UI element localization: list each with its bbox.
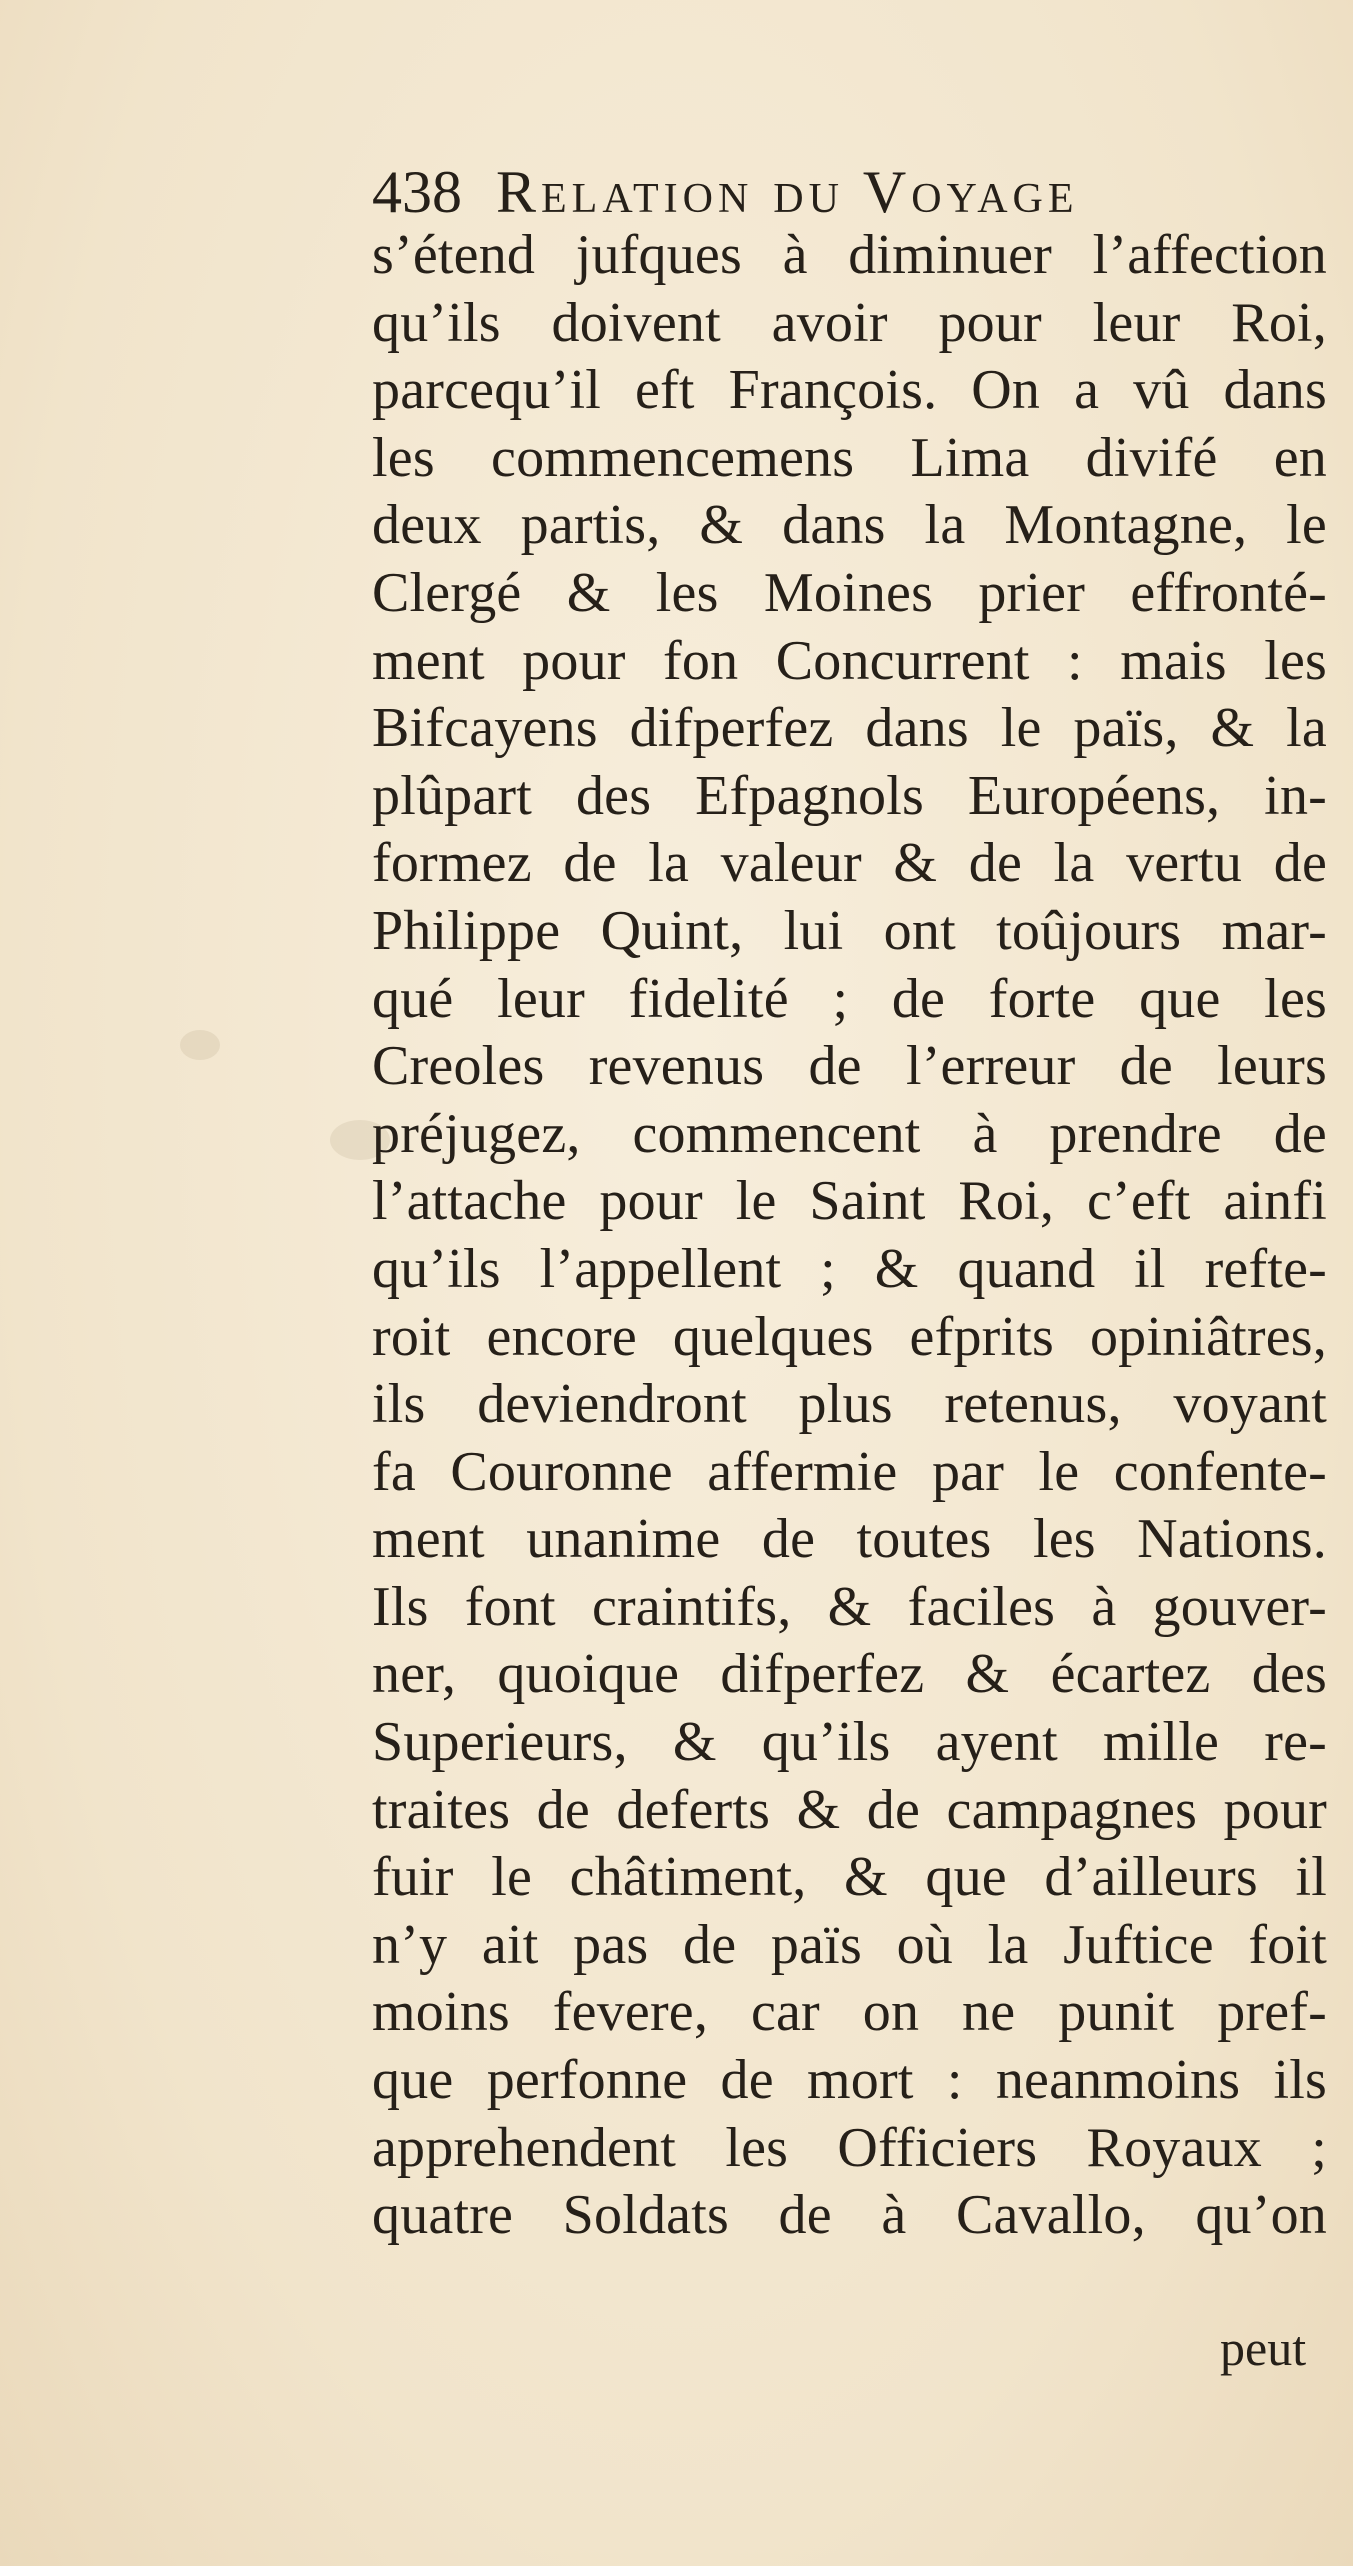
text-line: s’étend jufques à diminuer l’affection (372, 224, 1327, 286)
text-line: préjugez, commencent à prendre de (372, 1102, 1327, 1165)
text-line: Philippe Quint, lui ont toûjours mar- (372, 899, 1327, 962)
text-line: n’y ait pas de païs où la Juftice foit (372, 1913, 1327, 1976)
text-line: qu’ils l’appellent ; & quand il refte- (372, 1237, 1327, 1300)
text-line: l’attache pour le Saint Roi, c’eft ainfi (372, 1170, 1327, 1233)
text-line: Bifcayens difperfez dans le païs, & la (372, 697, 1327, 760)
running-title: Relation du Voyage (496, 159, 1079, 225)
text-line: apprehendent les Officiers Royaux ; (372, 2116, 1327, 2179)
text-line: ment pour fon Concurrent : mais les (372, 629, 1327, 692)
text-line: parcequ’il eft François. On a vû dans (372, 359, 1327, 422)
text-line: plûpart des Efpagnols Européens, in- (372, 764, 1327, 827)
text-line: fuir le châtiment, & que d’ailleurs il (372, 1846, 1327, 1909)
text-line: qué leur fidelité ; de forte que les (372, 967, 1327, 1030)
text-line: roit encore quelques efprits opiniâtres, (372, 1305, 1327, 1368)
running-header (372, 152, 1272, 232)
page-number: 438 (372, 159, 462, 225)
text-line: fa Couronne affermie par le confente- (372, 1440, 1327, 1503)
text-line: Ils font craintifs, & faciles à gouver- (372, 1575, 1327, 1638)
text-line: Clergé & les Moines prier effronté- (372, 561, 1327, 624)
text-line: moins fevere, car on ne punit pref- (372, 1981, 1327, 2044)
catchword: peut (1220, 2320, 1307, 2376)
text-line: qu’ils doivent avoir pour leur Roi, (372, 291, 1327, 354)
text-line: les commencemens Lima divifé en (372, 426, 1327, 489)
text-line: Creoles revenus de l’erreur de leurs (372, 1035, 1327, 1098)
text-line: Superieurs, & qu’ils ayent mille re- (372, 1711, 1327, 1774)
text-line: deux partis, & dans la Montagne, le (372, 494, 1327, 557)
text-line: ner, quoique difperfez & écartez des (372, 1643, 1327, 1706)
body-text (372, 222, 1327, 2250)
text-line: que perfonne de mort : neanmoins ils (372, 2049, 1327, 2112)
text-line: ils deviendront plus retenus, voyant (372, 1373, 1327, 1436)
paper-stain (180, 1030, 220, 1060)
text-line: quatre Soldats de à Cavallo, qu’on (372, 2184, 1327, 2247)
text-line: formez de la valeur & de la vertu de (372, 832, 1327, 895)
text-line: ment unanime de toutes les Nations. (372, 1508, 1327, 1571)
text-line: traites de deferts & de campagnes pour (372, 1778, 1327, 1841)
